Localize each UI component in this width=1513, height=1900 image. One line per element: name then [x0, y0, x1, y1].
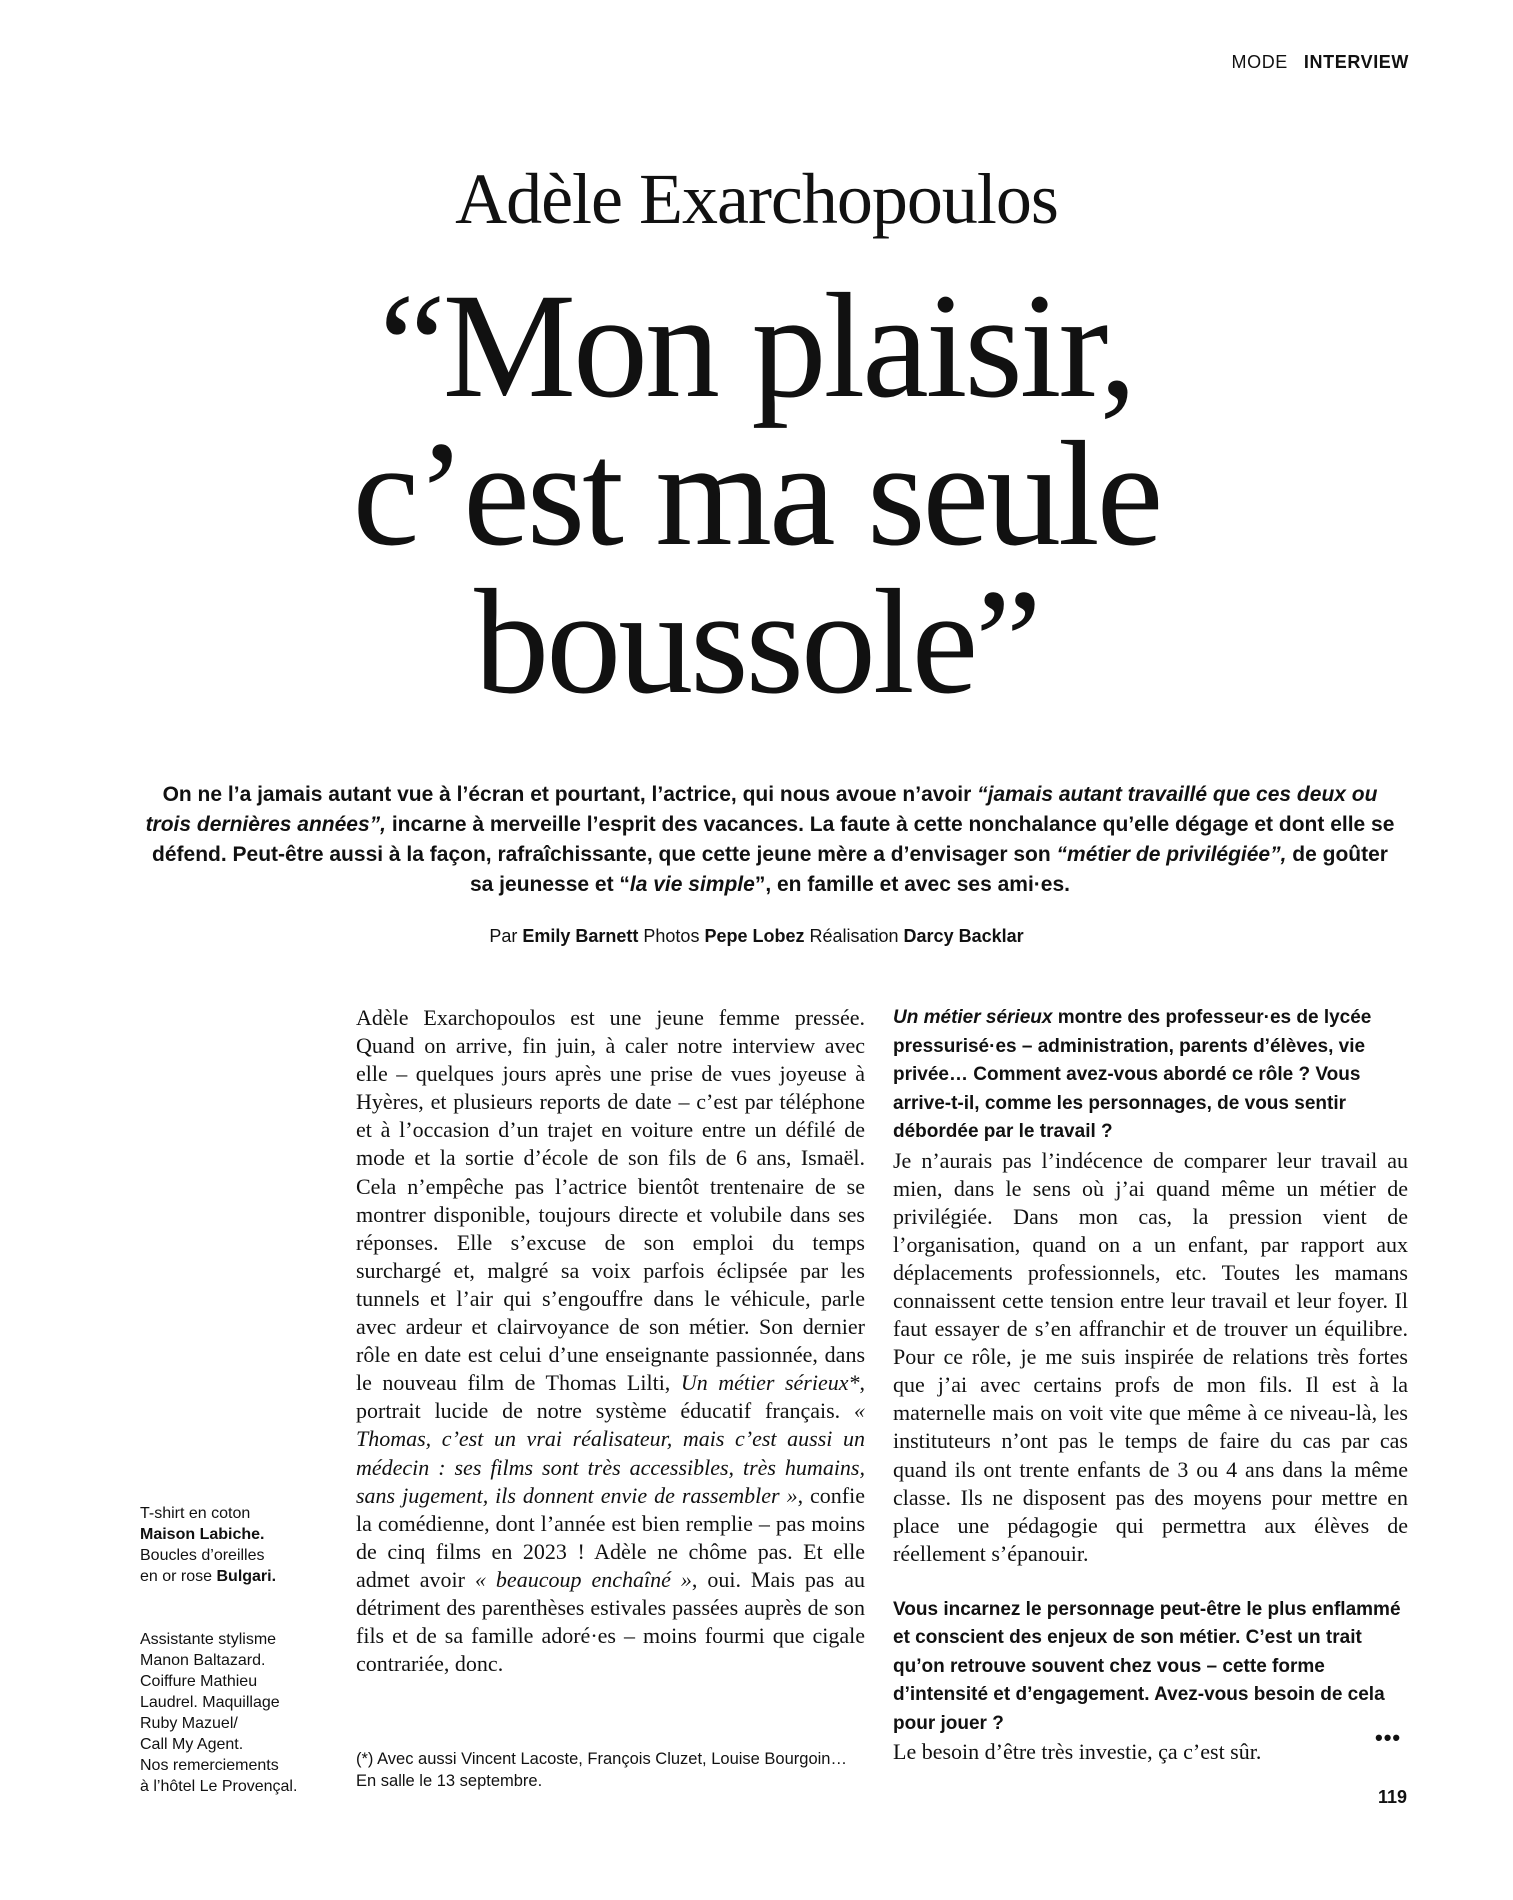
section-header: [1232, 52, 1409, 73]
caption-line: Boucles d’oreilles: [140, 1547, 265, 1564]
lede-text: On ne l’a jamais autant vue à l’écran et pourtant, l’actrice, qui nous avoue n’avoir: [162, 783, 978, 806]
caption-line: en or rose: [140, 1568, 217, 1585]
lede-quote: “jamais autant travaillé que ces deux ou trois dernières années”,: [145, 783, 1378, 836]
subsection-label: INTERVIEW: [1303, 52, 1409, 72]
caption-brand: Bulgari.: [216, 1568, 277, 1585]
page-number: 119: [1377, 1787, 1407, 1807]
staff-line: Coiffure Mathieu: [140, 1673, 258, 1690]
body-text: , portrait lucide de notre système éducatif français.: [356, 1370, 866, 1424]
caption-line: T-shirt en coton: [140, 1505, 251, 1522]
film-title: Un métier sérieux: [893, 1007, 1053, 1028]
staff-line: Assistante stylisme: [140, 1631, 277, 1648]
pull-quote: « beaucoup enchaîné »: [474, 1566, 692, 1592]
lede-text: de goûter sa jeunesse et “: [469, 843, 1388, 896]
headline: [0, 263, 1513, 725]
photographer-name: Pepe Lobez: [704, 926, 805, 946]
headline-line: boussole”: [474, 559, 1039, 725]
staff-line: Ruby Mazuel/: [140, 1715, 238, 1732]
interview-answer: Le besoin d’être très investie, ça c’est sûr.: [893, 1739, 1262, 1765]
interview-answer: Je n’aurais pas l’indécence de comparer leur travail au mien, dans le sens où j’ai quand même un métier de privilégiée. Dans mon cas, la pression vient de l’organisation, quand on a un enfant, par rapport aux déplacements professionnels, etc. Toutes les mamans connaissent cette tension entre leur travail et leur foyer. Il faut essayer de s’en affranchir et de trouver un équilibre. Pour ce rôle, je me suis inspirée de relations très fortes que j’ai avec certains profs de mon fils. Il est à la maternelle mais on voit vite que même à ce niveau-là, les instituteurs n’ont pas le temps de faire du cas par cas quand ils ont trente enfants de 3 ou 4 ans dans la même classe. Ils ne disposent pas des moyens pour mettre en place une pédagogie qui permettra aux élèves de réellement s’épanouir.: [893, 1147, 1408, 1566]
lede-quote: “métier de privilégiée”,: [1056, 843, 1287, 866]
caption-brand: Maison Labiche.: [140, 1526, 265, 1543]
interviewee-name: Adèle Exarchopoulos: [455, 159, 1058, 239]
lede-text: ”, en famille et avec ses ami·es.: [754, 873, 1070, 896]
photo-caption: [140, 1503, 340, 1587]
section-label: MODE: [1231, 52, 1288, 72]
body-text: , confie la comédienne, dont l’année est bien remplie – pas moins de cinq films en 2023 ! Adèle ne chôme pas. Et elle admet avoir: [356, 1482, 866, 1592]
body-column-2: [893, 1004, 1408, 1767]
body-text: Adèle Exarchopoulos est une jeune femme pressée. Quand on arrive, fin juin, à caler notre interview avec elle – quelques jours après une prise de vues joyeuse à Hyères, et plusieurs reports de date – c’est par téléphone et à l’occasion d’un trajet en voiture entre un défilé de mode et la sortie d’école de son fils de 6 ans, Ismaël. Cela n’empêche pas l’actrice bientôt trentenaire de se montrer disponible, toujours directe et volubile dans ses réponses. Elle s’excuse de son emploi du temps surchargé et, malgré sa voix parfois éclipsée par les tunnels et l’air qui s’engouffre dans le véhicule, parle avec ardeur et clairvoyance de son métier. Son dernier rôle en date est celui d’une enseignante passionnée, dans le nouveau film de Thomas Lilti,: [356, 1005, 865, 1396]
author-name: Emily Barnett: [522, 926, 639, 946]
lede-text: incarne à merveille l’esprit des vacances. La faute à cette nonchalance qu’elle dégage et dont elle se défend. Peut-être aussi à la façon, rafraîchissante, que cette jeune mère a d’envisager son: [152, 813, 1395, 866]
staff-line: Call My Agent.: [140, 1736, 244, 1753]
staff-credits: [140, 1629, 340, 1797]
stylist-name: Darcy Backlar: [903, 926, 1024, 946]
staff-line: Manon Baltazard.: [140, 1652, 266, 1669]
staff-line: à l’hôtel Le Provençal.: [140, 1778, 298, 1795]
byline-credits: [0, 926, 1513, 947]
interview-question: Vous incarnez le personnage peut-être le plus enflammé et conscient des enjeux de son métier. C’est un trait qu’on retrouve souvent chez vous – cette forme d’intensité et d’engagement. Avez-vous besoin de cela pour jouer ?: [893, 1598, 1401, 1734]
question-text: montre des professeur·es de lycée pressurisé·es – administration, parents d’élèves, vie privée… Comment avez-vous abordé ce rôle ? Vous arrive-t-il, comme les personnages, de vous sentir débordée par le travail ?: [893, 1007, 1372, 1142]
staff-line: Nos remerciements: [140, 1757, 279, 1774]
continuation-marker: •••: [1375, 1725, 1402, 1750]
headline-line: c’est ma seule: [352, 411, 1161, 577]
credit-label: Par: [489, 926, 523, 946]
footnote: (*) Avec aussi Vincent Lacoste, François Cluzet, Louise Bourgoin… En salle le 13 septembre.: [356, 1750, 847, 1790]
lede-paragraph: [140, 780, 1400, 900]
pull-quote: « Thomas, c’est un vrai réalisateur, mais c’est aussi un médecin : ses films sont très accessibles, très humains, sans jugement, ils donnent envie de rassembler »: [356, 1398, 865, 1508]
staff-line: Laudrel. Maquillage: [140, 1694, 280, 1711]
body-column-1: [356, 1004, 865, 1678]
lede-quote: la vie simple: [629, 873, 755, 896]
body-text: , oui. Mais pas au détriment des parenthèses estivales passées auprès de son fils et de sa famille adoré·es – moins fourmi que cigale contrariée, donc.: [356, 1566, 865, 1677]
headline-line: “Mon plaisir,: [379, 263, 1134, 429]
film-title: Un métier sérieux*: [680, 1370, 860, 1396]
credit-label: Photos: [638, 926, 705, 946]
interview-question: [893, 1004, 1408, 1147]
intro-paragraph: [356, 1004, 865, 1678]
credit-label: Réalisation: [804, 926, 904, 946]
